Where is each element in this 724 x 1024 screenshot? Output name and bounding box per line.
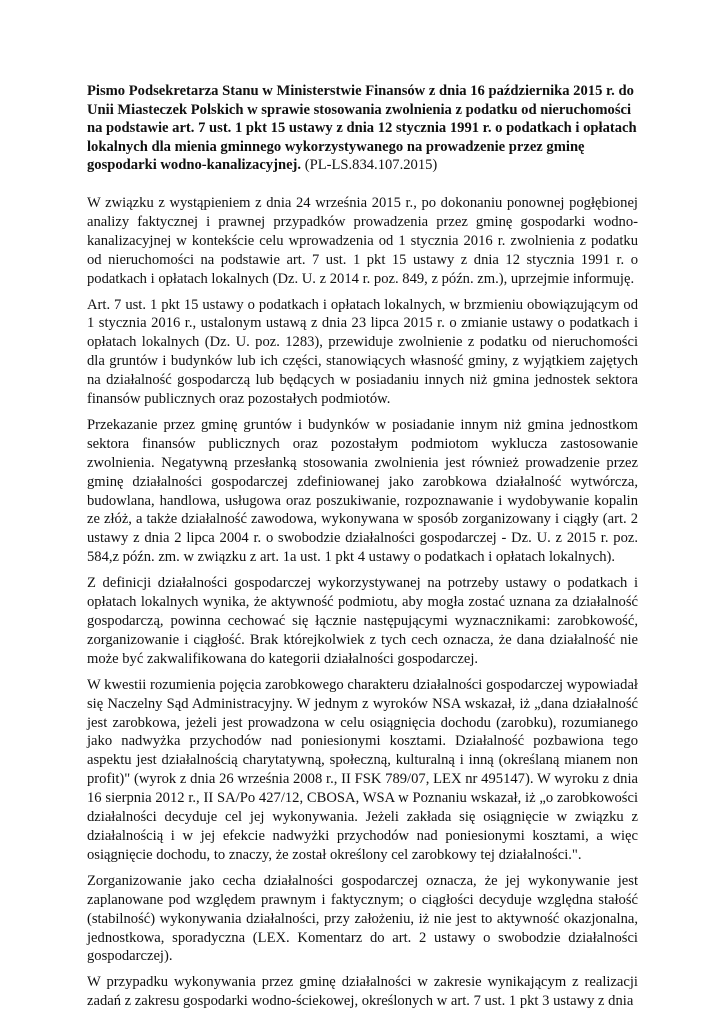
- heading-reference: (PL-LS.834.107.2015): [301, 157, 438, 174]
- heading-title: Pismo Podsekretarza Stanu w Ministerstwie Finansów z dnia 16 października 2015 r. do Unii Miasteczek Polskich w sprawie stosowania zwolnienia z podatku od nieruchomości na podstawie art. 7 ust. 1 pkt 15 ustawy z dnia 12 stycznia 1991 r. o podatkach i opłatach lokalnych dla mienia gminnego wykorzystywanego na prowadzenie przez gminę gospodarki wodno-kanalizacyjnej.: [87, 83, 637, 174]
- paragraph-4: Z definicji działalności gospodarczej wykorzystywanej na potrzeby ustawy o podatkach i opłatach lokalnych wynika, że aktywność podmiotu, aby mogła zostać uznana za działalność gospodarczą, powinna cechować się łącznie następującymi wyznacznikami: zarobkowość, zorganizowanie i ciągłość. Brak którejkolwiek z tych cech oznacza, że dana działalność nie może być zakwalifikowana do kategorii działalności gospodarczej.: [87, 575, 638, 667]
- document-heading: [87, 82, 638, 175]
- paragraph-1: W związku z wystąpieniem z dnia 24 września 2015 r., po dokonaniu ponownej pogłębionej analizy faktycznej i prawnej przypadków prowadzenia przez gminę gospodarki wodno-kanalizacyjnej w kontekście celu wprowadzenia od 1 stycznia 2016 r. zwolnienia z podatku od nieruchomości na podstawie art. 7 ust. 1 pkt 15 ustawy z dnia 12 stycznia 1991 r. o podatkach i opłatach lokalnych (Dz. U. z 2014 r. poz. 849, z późn. zm.), uprzejmie informuję.: [87, 194, 638, 287]
- document-body: [87, 82, 638, 1018]
- paragraph-2: Art. 7 ust. 1 pkt 15 ustawy o podatkach i opłatach lokalnych, w brzmieniu obowiązującym od 1 stycznia 2016 r., ustalonym ustawą z dnia 23 lipca 2015 r. o zmianie ustawy o podatkach i opłatach lokalnych (Dz. U. poz. 1283), przewiduje zwolnienie z podatku od nieruchomości dla gruntów i budynków lub ich części, stanowiących własność gminy, z wyjątkiem zajętych na działalność gospodarczą lub będących w posiadaniu innych niż gmina jednostek sektora finansów publicznych oraz pozostałych podmiotów.: [87, 296, 638, 408]
- paragraph-3: Przekazanie przez gminę gruntów i budynków w posiadanie innym niż gmina jednostkom sektora finansów publicznych oraz pozostałym podmiotom wyklucza zastosowanie zwolnienia. Negatywną przesłanką stosowania zwolnienia jest również prowadzenie przez gminę działalności gospodarczej zdefiniowanej jako zarobkowa działalność wytwórcza, budowlana, handlowa, usługowa oraz poszukiwanie, rozpoznawanie i wydobywanie kopalin ze złóż, a także działalność zawodowa, wykonywana w sposób zorganizowany i ciągły (art. 2 ustawy z dnia 2 lipca 2004 r. o swobodzie działalności gospodarczej - Dz. U. z 2015 r. poz. 584,z późn. zm. w związku z art. 1a ust. 1 pkt 4 ustawy o podatkach i opłatach lokalnych).: [87, 416, 638, 566]
- paragraph-6: Zorganizowanie jako cecha działalności gospodarczej oznacza, że jej wykonywanie jest zaplanowane pod względem prawnym i faktycznym; o ciągłości decyduje względna stałość (stabilność) wykonywania działalności, przy założeniu, iż nie jest to aktywność okazjonalna, jednostkowa, sporadyczna (LEX. Komentarz do art. 2 ustawy o swobodzie działalności gospodarczej).: [87, 872, 638, 965]
- paragraph-7: W przypadku wykonywania przez gminę działalności w zakresie wynikającym z realizacji zadań z zakresu gospodarki wodno-ściekowej, określonych w art. 7 ust. 1 pkt 3 ustawy z dnia: [87, 974, 638, 1010]
- paragraph-5: W kwestii rozumienia pojęcia zarobkowego charakteru działalności gospodarczej wypowiadał się Naczelny Sąd Administracyjny. W jednym z wyroków NSA wskazał, iż „dana działalność jest zarobkowa, jeżeli jest prowadzona w celu osiągnięcia dochodu (zarobku), rozumianego jako nadwyżka przychodów nad poniesionymi kosztami. Działalność pozbawiona tego aspektu jest działalnością charytatywną, społeczną, kulturalną i inną (określaną mianem non profit)" (wyrok z dnia 26 września 2008 r., II FSK 789/07, LEX nr 495147). W wyroku z dnia 16 sierpnia 2012 r., II SA/Po 427/12, CBOSA, WSA w Poznaniu wskazał, iż „o zarobkowości działalności decyduje cel jej wykonywania. Jeżeli zakłada się osiągnięcie w związku z działalnością i w jej efekcie nadwyżki przychodów nad poniesionymi kosztami, a więc osiągnięcie dochodu, to znaczy, że został określony cel zarobkowy tej działalności.".: [87, 676, 638, 863]
